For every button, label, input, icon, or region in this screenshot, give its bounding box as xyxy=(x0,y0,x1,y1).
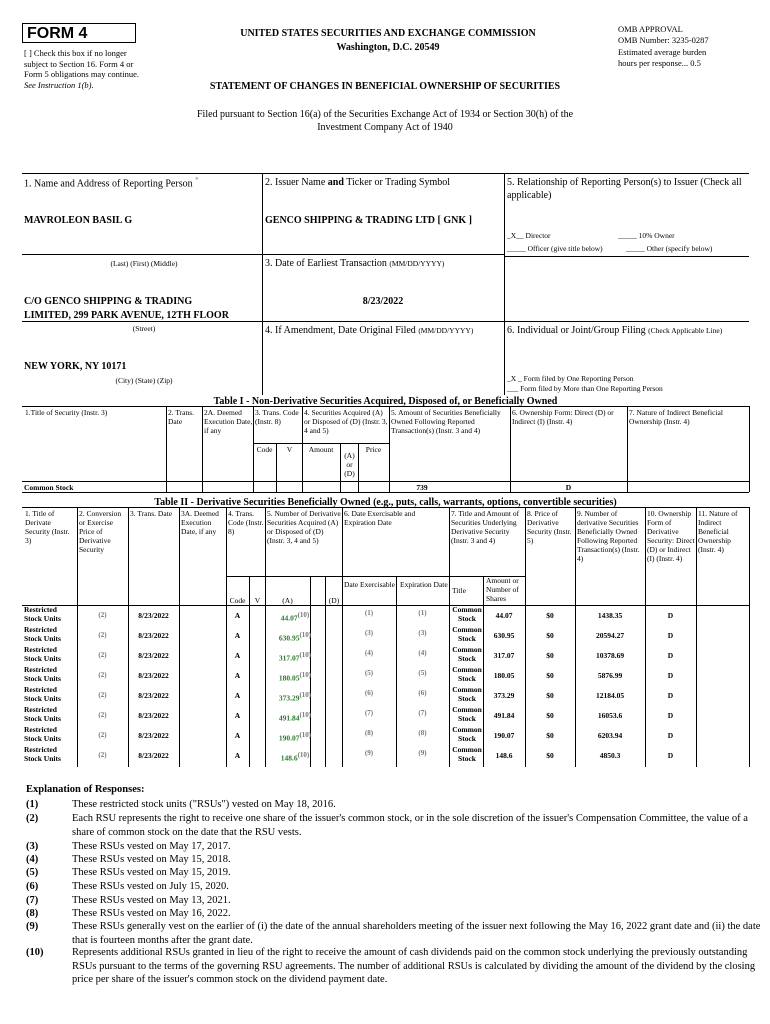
t2-sub-exp: Expiration Date xyxy=(400,580,448,589)
footnote-ref: (10) xyxy=(299,631,312,639)
t2-sub-date-ex: Date Exercisable xyxy=(344,580,396,589)
table-row-form: D xyxy=(667,671,674,680)
t2-h3a: 3A. Deemed Execution Date, if any xyxy=(181,509,219,536)
explanation-text: These RSUs vested on May 13, 2021. xyxy=(72,895,231,906)
table-row-owned: 10378.69 xyxy=(595,651,625,660)
rel-ten-pct-owner[interactable]: _____ 10% Owner xyxy=(618,231,675,240)
table-row-exp xyxy=(396,689,449,701)
table-row-exp xyxy=(396,749,449,761)
explanation-text: These RSUs vested on May 15, 2019. xyxy=(72,867,231,878)
table-row-price: $0 xyxy=(546,691,554,700)
statement-title: STATEMENT OF CHANGES IN BENEFICIAL OWNERSHIP OF SECURITIES xyxy=(209,81,561,92)
filing-one-person[interactable]: _X _ Form filed by One Reporting Person xyxy=(507,374,634,383)
footnote-ref: (6) xyxy=(364,689,374,697)
explanation-number: (6) xyxy=(26,881,39,892)
t1-sub-v: V xyxy=(286,445,293,454)
t1-h5: 5. Amount of Securities Beneficially Owned Following Reported Transaction(s) (Instr. 3 and 4) xyxy=(391,408,501,435)
footnote-ref: (5) xyxy=(364,669,374,677)
agency-location: Washington, D.C. 20549 xyxy=(336,42,440,53)
t2-h3: 3. Trans. Date xyxy=(130,509,173,518)
footnote-ref: (1) xyxy=(418,609,427,617)
table-row-title: Common Stock xyxy=(452,745,482,763)
table-row-date-ex xyxy=(342,709,396,721)
filing-more-persons[interactable]: ___ Form filed by More than One Reporting Person xyxy=(507,384,663,393)
table-row-exp xyxy=(396,649,449,661)
footnote-ref: (4) xyxy=(418,649,427,657)
table-row-date: 8/23/2022 xyxy=(138,631,169,640)
table-row-conv xyxy=(77,691,128,703)
check-box-notice[interactable] xyxy=(24,48,152,91)
earliest-transaction-date: 8/23/2022 xyxy=(362,296,404,307)
table-row-date: 8/23/2022 xyxy=(138,711,169,720)
footnote-ref: (2) xyxy=(98,691,107,699)
table-row-acquired xyxy=(265,631,325,643)
street-line-2: LIMITED, 299 PARK AVENUE, 12TH FLOOR xyxy=(24,310,229,321)
table-row-amount: 44.07 xyxy=(495,611,513,620)
footnote-ref: (9) xyxy=(418,749,427,757)
table-row-price: $0 xyxy=(546,751,554,760)
acquired-value: 373.29 xyxy=(278,693,300,703)
table-row-date: 8/23/2022 xyxy=(138,651,169,660)
table-row-date: 8/23/2022 xyxy=(138,671,169,680)
footnote-ref: (2) xyxy=(98,651,107,659)
table-row-title: Common Stock xyxy=(452,645,482,663)
acquired-value: 630.95 xyxy=(278,633,300,643)
table-row-date-ex xyxy=(342,669,396,681)
table-row-security: Restricted Stock Units xyxy=(24,745,61,763)
table-row-title: Common Stock xyxy=(452,665,482,683)
street-line-1: C/O GENCO SHIPPING & TRADING xyxy=(24,296,193,307)
t1-h6: 6. Ownership Form: Direct (D) or Indirect (I) (Instr. 4) xyxy=(512,408,614,426)
t1-h7: 7. Nature of Indirect Beneficial Ownership (Instr. 4) xyxy=(629,408,723,426)
t1-sub-code-label: Code xyxy=(256,445,273,454)
table-row-date-ex xyxy=(342,609,396,621)
table-row-form: D xyxy=(667,751,674,760)
explanation-number: (7) xyxy=(26,895,39,906)
footnote-ref: (10) xyxy=(297,751,310,759)
table-row-date-ex xyxy=(342,649,396,661)
footnote-ref: (4) xyxy=(364,649,374,657)
t2-h6: 6. Date Exercisable and Expiration Date xyxy=(344,509,416,527)
footnote-ref: (8) xyxy=(364,729,374,737)
explanation-text: These RSUs vested on July 15, 2020. xyxy=(72,881,229,892)
table-row-owned: 5876.99 xyxy=(597,671,623,680)
table-row-date-ex xyxy=(342,749,396,761)
table-row-security: Restricted Stock Units xyxy=(24,685,61,703)
explanation-text: These RSUs generally vest on the earlier of (i) the date of the annual shareholders meeting of the issuer next following the May 16, 2022 grant date and (ii) the date that is fourteen months after the grant date. xyxy=(72,921,761,946)
table-row-form: D xyxy=(667,631,674,640)
table-row-amount: 190.07 xyxy=(493,731,515,740)
explanation-text: These RSUs vested on May 15, 2018. xyxy=(72,854,231,865)
table-row-owned: 16053.6 xyxy=(597,711,623,720)
acquired-value: 317.07 xyxy=(278,653,300,663)
table-row-exp xyxy=(396,709,449,721)
acquired-value: 148.6 xyxy=(280,753,298,763)
footnote-ref: (1) xyxy=(364,609,374,617)
table-row-exp xyxy=(396,629,449,641)
table-row-amount: 317.07 xyxy=(493,651,515,660)
table-row-exp xyxy=(396,729,449,741)
table-row-form: D xyxy=(667,651,674,660)
table1-title: Table I - Non-Derivative Securities Acquired, Disposed of, or Beneficially Owned xyxy=(213,396,558,407)
rel-director[interactable]: _X__ Director xyxy=(507,231,551,240)
table-row-conv xyxy=(77,651,128,663)
footnote-ref: (10) xyxy=(297,611,310,619)
footnote-ref: (2) xyxy=(98,751,107,759)
omb-block xyxy=(618,24,758,70)
explanation-heading: Explanation of Responses: xyxy=(26,784,145,795)
footnote-ref: (2) xyxy=(98,711,107,719)
omb-hours: hours per response... 0.5 xyxy=(618,58,701,69)
table-row-title: Common Stock xyxy=(452,605,482,623)
table-row-code: A xyxy=(234,711,241,720)
table-row-price: $0 xyxy=(546,611,554,620)
box5-label: 5. Relationship of Reporting Person(s) to Issuer (Check all applicable) xyxy=(507,177,742,201)
t1-h3: 3. Trans. Code (Instr. 8) xyxy=(255,408,299,426)
t1-row-owned: 739 xyxy=(416,483,428,492)
t2-h11: 11. Nature of Indirect Beneficial Ownership (Instr. 4) xyxy=(698,509,738,554)
explanation-text: Represents additional RSUs granted in lieu of the right to receive the amount of cash dividends paid on the common stock underlying the previously outstanding RSUs pursuant to the terms of the governing RSU agreements. The number of additional RSUs is calculated by dividing the amount of the dividend by the closing price per share of the issuer's common stock on the dividend payment date. xyxy=(72,947,756,985)
explanation-number: (8) xyxy=(26,908,39,919)
explanation-number: (1) xyxy=(26,799,39,810)
table-row-conv xyxy=(77,631,128,643)
t1-h4: 4. Securities Acquired (A) or Disposed of (D) (Instr. 3, 4 and 5) xyxy=(304,408,388,435)
t2-sub-d: (D) xyxy=(328,596,340,605)
table-row-owned: 12184.05 xyxy=(595,691,625,700)
t2-sub-v: V xyxy=(254,596,261,605)
table-row-title: Common Stock xyxy=(452,625,482,643)
table-row-title: Common Stock xyxy=(452,705,482,723)
table-row-form: D xyxy=(667,711,674,720)
table-row-acquired xyxy=(265,751,325,763)
table-row-owned: 1438.35 xyxy=(597,611,623,620)
t2-sub-title: Title xyxy=(452,586,466,595)
footnote-ref: (2) xyxy=(98,731,107,739)
table-row-date: 8/23/2022 xyxy=(138,751,169,760)
t1-h1: 1.Title of Security (Instr. 3) xyxy=(25,408,108,417)
t2-h4: 4. Trans. Code (Instr. 8) xyxy=(228,509,264,536)
table-row-owned: 6203.94 xyxy=(597,731,623,740)
rel-officer[interactable]: _____ Officer (give title below) xyxy=(507,244,603,253)
table-row-price: $0 xyxy=(546,651,554,660)
t1-row-security: Common Stock xyxy=(24,483,74,492)
table-row-security: Restricted Stock Units xyxy=(24,705,61,723)
box1-label: 1. Name and Address of Reporting Person * xyxy=(24,176,199,190)
explanation-text: These restricted stock units ("RSUs") vested on May 18, 2016. xyxy=(72,799,336,810)
acquired-value: 180.05 xyxy=(278,673,300,683)
city-state-zip: NEW YORK, NY 10171 xyxy=(24,361,127,372)
issuer-name: GENCO SHIPPING & TRADING LTD [ GNK ] xyxy=(265,215,472,226)
filed-pursuant-2: Investment Company Act of 1940 xyxy=(317,122,453,133)
explanation-number: (4) xyxy=(26,854,39,865)
table-row-conv xyxy=(77,671,128,683)
table-row-conv xyxy=(77,751,128,763)
table-row-owned: 4850.3 xyxy=(599,751,621,760)
table-row-code: A xyxy=(234,651,241,660)
table-row-amount: 491.84 xyxy=(493,711,515,720)
footnote-ref: (5) xyxy=(418,669,427,677)
footnote-ref: (8) xyxy=(418,729,427,737)
table-row-code: A xyxy=(234,731,241,740)
filed-pursuant: Filed pursuant to Section 16(a) of the Securities Exchange Act of 1934 or Section 30(h) of the xyxy=(196,109,574,120)
table-row-form: D xyxy=(667,731,674,740)
table-row-date: 8/23/2022 xyxy=(138,731,169,740)
footnote-ref: (10) xyxy=(299,731,312,739)
footnote-ref: (9) xyxy=(364,749,374,757)
t2-h7: 7. Title and Amount of Securities Underlying Derivative Security (Instr. 3 and 4) xyxy=(451,509,520,545)
street-caption: (Street) xyxy=(132,324,156,333)
footnote-ref: (10) xyxy=(299,711,312,719)
explanation-text: Each RSU represents the right to receive one share of the issuer's common stock, or in the sole discretion of the issuer's Compensation Committee, the value of a share of common stock on the date that the RSU vests. xyxy=(72,813,748,838)
explanation-text: These RSUs vested on May 17, 2017. xyxy=(72,841,231,852)
table-row-conv xyxy=(77,711,128,723)
table-row-acquired xyxy=(265,691,325,703)
footnote-ref: (3) xyxy=(418,629,427,637)
t2-sub-a: (A) xyxy=(282,596,293,605)
t2-sub-code: Code xyxy=(229,596,246,605)
footnote-ref: (7) xyxy=(364,709,374,717)
t1-h2: 2. Trans. Date xyxy=(168,408,195,426)
explanation-number: (3) xyxy=(26,841,39,852)
table-row-date-ex xyxy=(342,729,396,741)
t2-h2: 2. Conversion or Exercise Price of Derivative Security xyxy=(79,509,122,554)
table-row-date: 8/23/2022 xyxy=(138,611,169,620)
table-row-code: A xyxy=(234,671,241,680)
table-row-date: 8/23/2022 xyxy=(138,691,169,700)
check-box-see: See Instruction 1(b). xyxy=(24,79,94,90)
table-row-acquired xyxy=(265,731,325,743)
table-row-date-ex xyxy=(342,689,396,701)
footnote-ref: (2) xyxy=(98,671,107,679)
acquired-value: 190.07 xyxy=(278,733,300,743)
rel-other[interactable]: _____ Other (specify below) xyxy=(626,244,713,253)
table-row-acquired xyxy=(265,671,325,683)
table-row-price: $0 xyxy=(546,671,554,680)
table-row-title: Common Stock xyxy=(452,725,482,743)
table-row-price: $0 xyxy=(546,711,554,720)
table-row-security: Restricted Stock Units xyxy=(24,625,61,643)
explanation-text: These RSUs vested on May 16, 2022. xyxy=(72,908,231,919)
omb-approval: OMB APPROVAL xyxy=(618,24,683,34)
table-row-conv xyxy=(77,731,128,743)
table-row-exp xyxy=(396,609,449,621)
explanation-number: (10) xyxy=(26,947,44,958)
t1-row-form: D xyxy=(565,483,572,492)
table-row-acquired xyxy=(265,651,325,663)
explanation-number: (2) xyxy=(26,813,39,824)
explanation-number: (5) xyxy=(26,867,39,878)
explanation-number: (9) xyxy=(26,921,39,932)
table-row-exp xyxy=(396,669,449,681)
table-row-price: $0 xyxy=(546,631,554,640)
agency-name: UNITED STATES SECURITIES AND EXCHANGE COMMISSION xyxy=(240,28,536,39)
footnote-ref: (10) xyxy=(299,691,312,699)
table2-title: Table II - Derivative Securities Beneficially Owned (e.g., puts, calls, warrants, options, convertible securities) xyxy=(154,497,617,508)
t2-sub-amount: Amount or Number of Shares xyxy=(486,576,519,603)
table-row-amount: 630.95 xyxy=(493,631,515,640)
table-row-security: Restricted Stock Units xyxy=(24,665,61,683)
city-caption: (City) (State) (Zip) xyxy=(115,376,173,385)
box2-label: 2. Issuer Name and Ticker or Trading Symbol xyxy=(265,177,451,188)
acquired-value: 44.07 xyxy=(280,613,298,623)
table-row-security: Restricted Stock Units xyxy=(24,645,61,663)
table-row-date-ex xyxy=(342,629,396,641)
table-row-code: A xyxy=(234,611,241,620)
table-row-acquired xyxy=(265,611,325,623)
table-row-owned: 20594.27 xyxy=(595,631,625,640)
footnote-ref: (2) xyxy=(98,611,107,619)
table-row-security: Restricted Stock Units xyxy=(24,725,61,743)
omb-number: OMB Number: 3235-0287 xyxy=(618,35,709,46)
check-box-text: [ ] Check this box if no longer subject to Section 16. Form 4 or Form 5 obligations may continue. xyxy=(24,48,139,80)
table-row-title: Common Stock xyxy=(452,685,482,703)
table-row-security: Restricted Stock Units xyxy=(24,605,61,623)
table-row-code: A xyxy=(234,691,241,700)
name-caption: (Last) (First) (Middle) xyxy=(110,259,178,268)
table-row-price: $0 xyxy=(546,731,554,740)
footnote-ref: (10) xyxy=(299,651,312,659)
footnote-ref: (3) xyxy=(364,629,374,637)
table-row-acquired xyxy=(265,711,325,723)
t1-sub-aord: (A) or (D) xyxy=(344,451,355,478)
table-row-amount: 148.6 xyxy=(495,751,513,760)
t1-sub-amount: Amount xyxy=(308,445,334,454)
footnote-ref: (6) xyxy=(418,689,427,697)
table-row-amount: 180.05 xyxy=(493,671,515,680)
t2-h8: 8. Price of Derivative Security (Instr. 5) xyxy=(527,509,572,545)
footnote-ref: (10) xyxy=(299,671,312,679)
table-row-conv xyxy=(77,611,128,623)
box6-label: 6. Individual or Joint/Group Filing (Check Applicable Line) xyxy=(507,325,723,336)
t2-h9: 9. Number of derivative Securities Beneficially Owned Following Reported Transaction(s) (Instr. 4) xyxy=(577,509,640,563)
box4-label: 4. If Amendment, Date Original Filed (MM/DD/YYYY) xyxy=(265,325,474,336)
t1-sub-price: Price xyxy=(365,445,382,454)
t2-h10: 10. Ownership Form of Derivative Security: Direct (D) or Indirect (I) (Instr. 4) xyxy=(647,509,695,563)
form-title: FORM 4 xyxy=(22,23,136,43)
footnote-ref: (2) xyxy=(98,631,107,639)
table-row-code: A xyxy=(234,751,241,760)
footnote-ref: (7) xyxy=(418,709,427,717)
t2-h1: 1. Title of Derivate Security (Instr. 3) xyxy=(25,509,70,545)
t2-h5: 5. Number of Derivative Securities Acquired (A) or Disposed of (D) (Instr. 3, 4 and 5) xyxy=(267,509,341,545)
table-row-form: D xyxy=(667,611,674,620)
t1-h2a: 2A. Deemed Execution Date, if any xyxy=(204,408,253,435)
acquired-value: 491.84 xyxy=(278,713,300,723)
table-row-amount: 373.29 xyxy=(493,691,515,700)
reporting-person-name: MAVROLEON BASIL G xyxy=(24,215,133,226)
omb-burden: Estimated average burden xyxy=(618,46,707,57)
table-row-code: A xyxy=(234,631,241,640)
box3-label: 3. Date of Earliest Transaction (MM/DD/YYYY) xyxy=(265,258,445,269)
table-row-form: D xyxy=(667,691,674,700)
